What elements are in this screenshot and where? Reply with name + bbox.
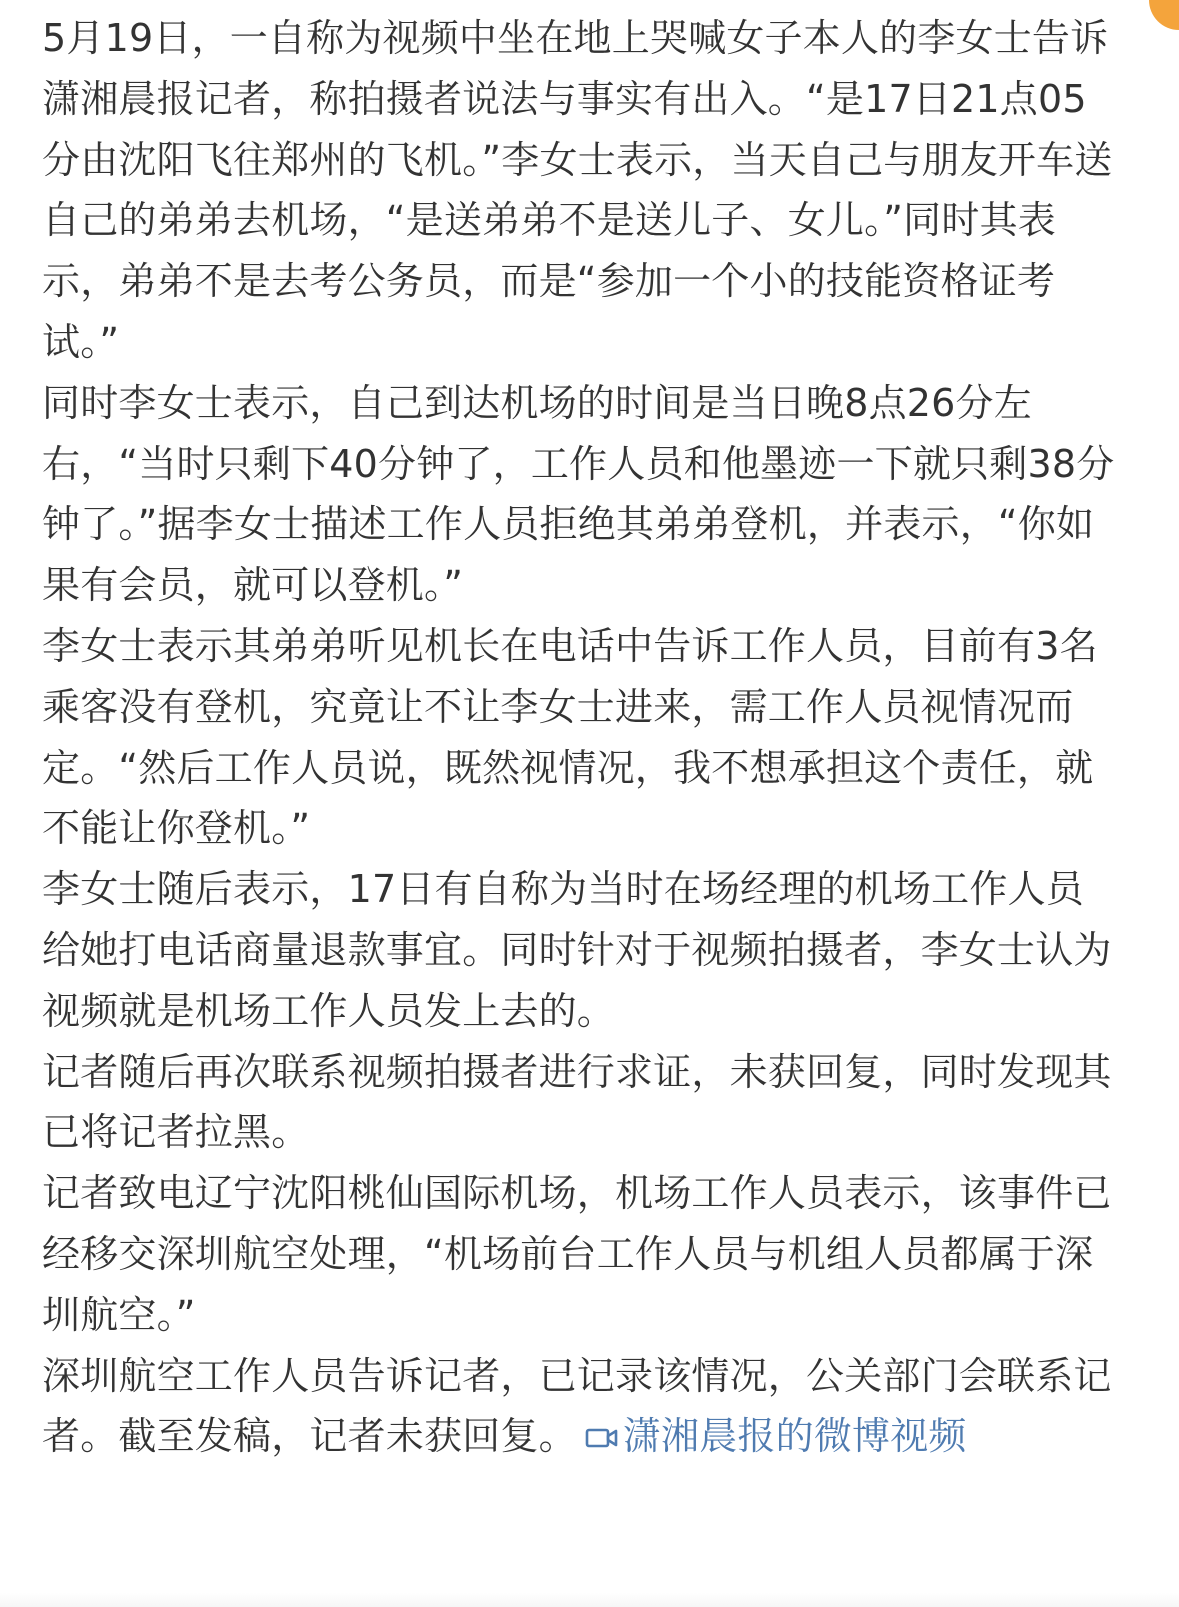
post-paragraph-7-text: 深圳航空工作人员告诉记者，已记录该情况，公关部门会联系记者。截至发稿，记者未获回复。 [42,1353,1112,1459]
video-link[interactable] [577,1414,967,1458]
post-paragraph-4: 李女士随后表示，17日有自称为当时在场经理的机场工作人员给她打电话商量退款事宜。同时针对于视频拍摄者，李女士认为视频就是机场工作人员发上去的。 [42,867,1112,1033]
video-icon [585,1408,619,1434]
post-paragraph-2: 同时李女士表示，自己到达机场的时间是当日晚8点26分左右，“当时只剩下40分钟了，工作人员和他墨迹一下就只剩38分钟了。”据李女士描述工作人员拒绝其弟弟登机，并表示，“你如果有会员，就可以登机。” [42,380,1115,608]
post-paragraph-6: 记者致电辽宁沈阳桃仙国际机场，机场工作人员表示，该事件已经移交深圳航空处理，“机场前台工作人员与机组人员都属于深圳航空。” [42,1171,1112,1337]
post-paragraph-5: 记者随后再次联系视频拍摄者进行求证，未获回复，同时发现其已将记者拉黑。 [42,1049,1112,1155]
bottom-divider [0,1593,1179,1607]
post-paragraph-3: 李女士表示其弟弟听见机长在电话中告诉工作人员，目前有3名乘客没有登机，究竟让不让李女士进来，需工作人员视情况而定。“然后工作人员说，既然视情况，我不想承担这个责任，就不能让你登机。” [42,623,1098,851]
post-body [42,8,1122,1467]
post-paragraph-7 [42,1346,1122,1468]
corner-badge [1149,0,1179,30]
video-link-label: 潇湘晨报的微博视频 [622,1414,967,1459]
post-paragraph-1: 5月19日，一自称为视频中坐在地上哭喊女子本人的李女士告诉潇湘晨报记者，称拍摄者说法与事实有出入。“是17日21点05分由沈阳飞往郑州的飞机。”李女士表示，当天自己与朋友开车送自己的弟弟去机场，“是送弟弟不是送儿子、女儿。”同时其表示，弟弟不是去考公务员，而是“参加一个小的技能资格证考试。” [42,16,1113,364]
